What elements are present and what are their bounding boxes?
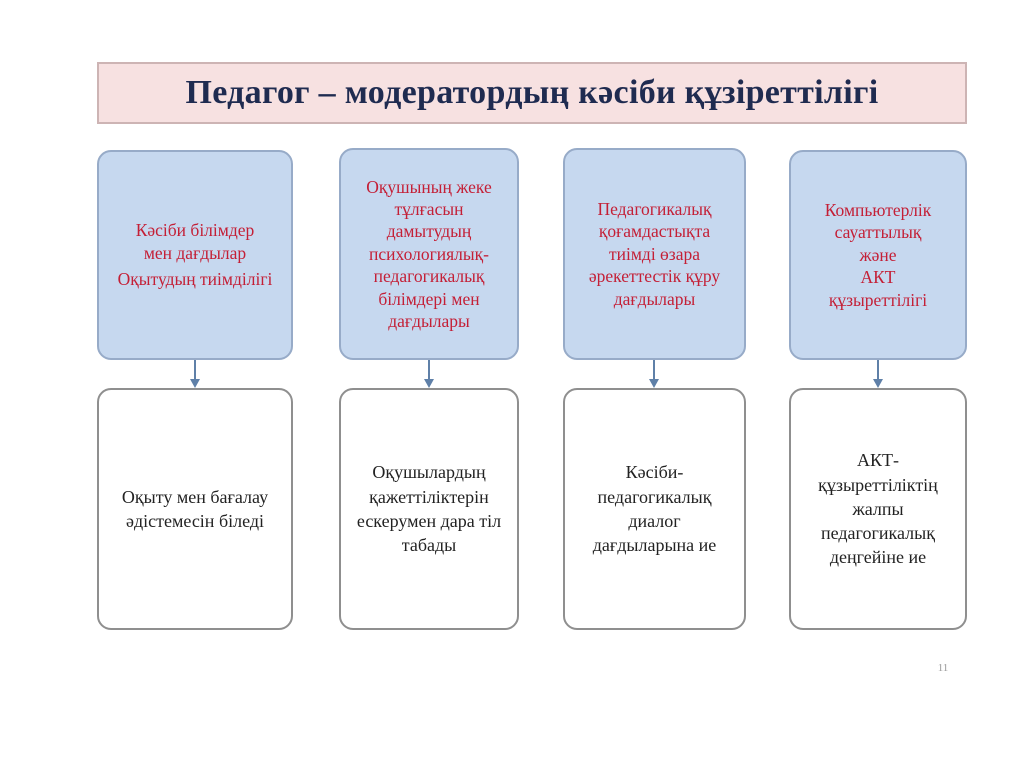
competency-card-line: Компьютерлік сауаттылық және АКТ құзыреттілігі [824, 200, 932, 310]
down-arrow-icon [871, 360, 885, 390]
competency-card-computer-literacy [789, 150, 967, 360]
competency-card-line: Кәсіби білімдер мен дағдылар [135, 220, 255, 263]
competency-card-community-interaction [563, 148, 746, 360]
down-arrow-icon [647, 360, 661, 390]
outcome-card-ict-competence [789, 388, 967, 630]
outcome-card-text: Кәсіби- педагогикалық диалог дағдыларына ие [592, 462, 717, 556]
outcome-card-assessment-methods [97, 388, 293, 630]
outcome-card-text: Оқушылардың қажеттіліктерін ескерумен дара тіл табады [356, 462, 502, 556]
outcome-card-individual-approach [339, 388, 519, 630]
down-arrow-icon [188, 360, 202, 390]
competency-card-psychological-pedagogical [339, 148, 519, 360]
competency-card-line: Оқытудың тиімділігі [117, 269, 273, 290]
competency-card-line: Педагогикалық қоғамдастықта тиімді өзара әрекеттестік құру дағдылары [588, 199, 721, 309]
outcome-card-text: Оқыту мен бағалау әдістемесін біледі [121, 486, 269, 531]
title-banner [97, 62, 967, 124]
slide-title: Педагог – модератордың кәсіби құзіреттілігі [185, 74, 879, 111]
outcome-card-text: АКТ- құзыреттіліктің жалпы педагогикалық деңгейіне ие [818, 450, 938, 568]
page-number: 11 [937, 662, 949, 674]
competency-card-line: Оқушының жеке тұлғасын дамытудың психологиялық- педагогикалық білімдері мен дағдылары [366, 176, 492, 331]
outcome-card-professional-dialogue [563, 388, 746, 630]
down-arrow-icon [422, 360, 436, 390]
competency-card-professional-knowledge [97, 150, 293, 360]
